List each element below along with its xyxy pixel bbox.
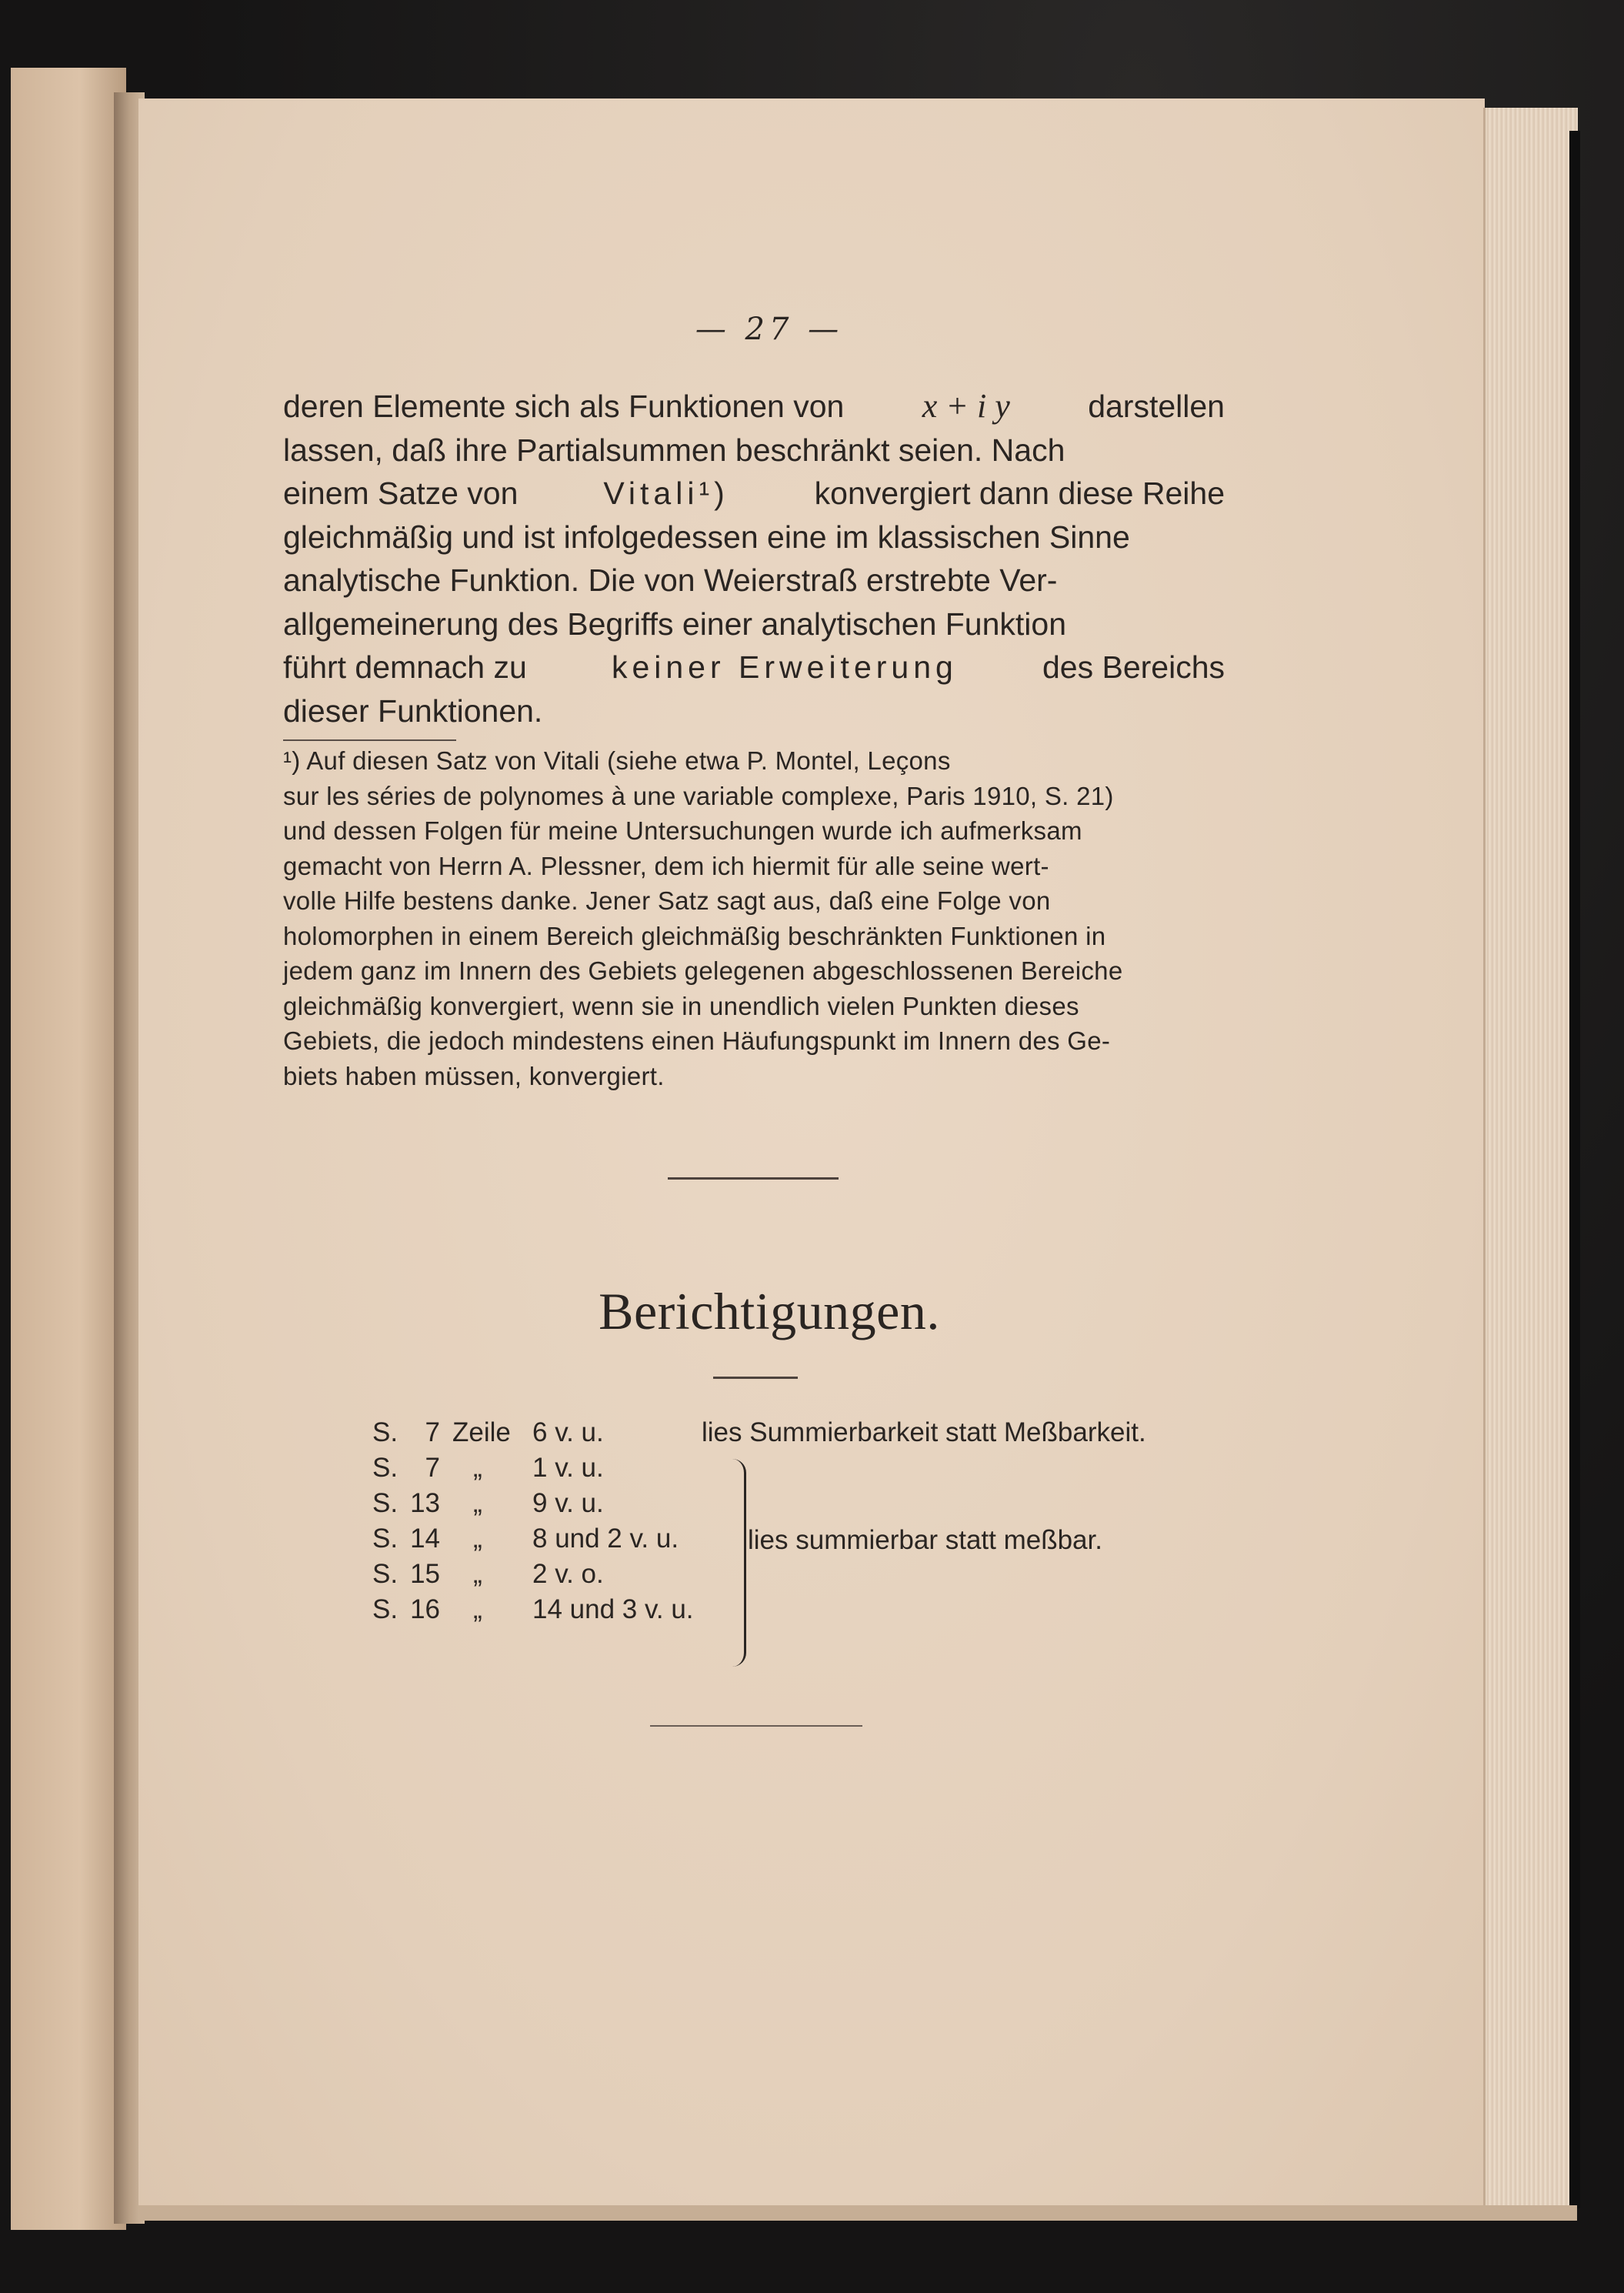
errata-s: S. bbox=[372, 1417, 398, 1447]
errata-page: 16 bbox=[410, 1594, 440, 1624]
body-line-text: dieser Funktionen. bbox=[283, 693, 543, 729]
body-line-text: einem Satze von bbox=[283, 476, 519, 511]
errata-lines: 14 und 3 v. u. bbox=[532, 1594, 694, 1624]
errata-ditto: „ bbox=[473, 1594, 482, 1624]
body-line bbox=[283, 429, 1225, 472]
page-number: — 27 — bbox=[695, 312, 844, 347]
errata-s: S. bbox=[372, 1559, 398, 1589]
body-line-text: führt demnach zu bbox=[283, 649, 527, 685]
errata-heading: Berichtigungen. bbox=[599, 1282, 940, 1340]
errata-s: S. bbox=[372, 1453, 398, 1483]
left-page-edge bbox=[11, 68, 126, 2230]
closing-rule bbox=[650, 1725, 862, 1727]
body-text bbox=[283, 385, 1225, 733]
errata-page: 13 bbox=[410, 1488, 440, 1518]
errata-ditto: „ bbox=[473, 1559, 482, 1589]
errata-lines: 9 v. u. bbox=[532, 1488, 604, 1518]
footnote-line: gemacht von Herrn A. Plessner, dem ich hiermit für alle seine wert- bbox=[283, 851, 1049, 880]
body-line bbox=[283, 646, 1225, 689]
grouping-brace bbox=[722, 1459, 746, 1667]
body-line bbox=[283, 385, 1225, 429]
cover-shadow bbox=[1569, 131, 1580, 2208]
errata-page: 15 bbox=[410, 1559, 440, 1589]
body-line-text: lassen, daß ihre Partialsummen beschränkt seien. Nach bbox=[283, 432, 1065, 468]
body-line-text: gleichmäßig und ist infolgedessen eine im klassischen Sinne bbox=[283, 519, 1130, 555]
footnote-line: biets haben müssen, konvergiert. bbox=[283, 1061, 665, 1090]
body-line-text: deren Elemente sich als Funktionen von bbox=[283, 389, 845, 424]
errata-s: S. bbox=[372, 1488, 398, 1518]
body-line-text: allgemeinerung des Begriffs einer analytischen Funktion bbox=[283, 606, 1067, 642]
body-line-text: des Bereichs bbox=[1042, 649, 1225, 685]
errata-page: 7 bbox=[425, 1453, 440, 1483]
heading-underline bbox=[713, 1377, 798, 1379]
errata-lines: 6 v. u. bbox=[532, 1417, 604, 1447]
body-line bbox=[283, 559, 1225, 602]
footnote-line: jedem ganz im Innern des Gebiets gelegenen abgeschlossenen Bereiche bbox=[283, 956, 1123, 985]
spaced-emphasis: keiner Erweiterung bbox=[611, 649, 958, 685]
body-line-text: konvergiert dann diese Reihe bbox=[814, 476, 1225, 511]
footnote-line: Gebiets, die jedoch mindestens einen Häufungspunkt im Innern des Ge- bbox=[283, 1026, 1111, 1055]
errata-ditto: „ bbox=[473, 1453, 482, 1483]
errata-lines: 2 v. o. bbox=[532, 1559, 604, 1589]
footnote-rule bbox=[283, 739, 456, 741]
body-line bbox=[283, 689, 1225, 733]
page-bottom-edge bbox=[138, 2205, 1577, 2221]
errata-lines: 1 v. u. bbox=[532, 1453, 604, 1483]
page-fore-edge bbox=[1483, 108, 1578, 2208]
errata-ditto: „ bbox=[473, 1488, 482, 1518]
footnote-line: ¹) Auf diesen Satz von Vitali (siehe etwa P. Montel, Leçons bbox=[283, 746, 951, 775]
body-line bbox=[283, 472, 1225, 516]
errata-group-note: lies summierbar statt meßbar. bbox=[748, 1525, 1102, 1555]
footnote-line: sur les séries de polynomes à une variable complexe, Paris 1910, S. 21) bbox=[283, 781, 1114, 810]
errata-zeile: Zeile bbox=[452, 1417, 511, 1447]
errata-s: S. bbox=[372, 1524, 398, 1554]
errata-ditto: „ bbox=[473, 1524, 482, 1554]
section-divider bbox=[668, 1177, 839, 1180]
footnote bbox=[283, 743, 1225, 1093]
errata-page: 14 bbox=[410, 1524, 440, 1554]
spaced-name: Vitali¹) bbox=[603, 476, 729, 511]
body-line-text: analytische Funktion. Die von Weierstraß erstrebte Ver- bbox=[283, 562, 1058, 598]
errata-note: lies Summierbarkeit statt Meßbarkeit. bbox=[702, 1417, 1146, 1447]
footnote-line: und dessen Folgen für meine Untersuchungen wurde ich aufmerksam bbox=[283, 816, 1082, 845]
body-line-text: darstellen bbox=[1088, 389, 1225, 424]
footnote-line: volle Hilfe bestens danke. Jener Satz sagt aus, daß eine Folge von bbox=[283, 886, 1051, 915]
footnote-line: gleichmäßig konvergiert, wenn sie in unendlich vielen Punkten dieses bbox=[283, 991, 1079, 1020]
errata-lines: 8 und 2 v. u. bbox=[532, 1524, 679, 1554]
math-expression: x + i y bbox=[922, 387, 1010, 425]
body-line bbox=[283, 602, 1225, 646]
body-line bbox=[283, 516, 1225, 559]
errata-s: S. bbox=[372, 1594, 398, 1624]
errata-page: 7 bbox=[425, 1417, 440, 1447]
footnote-line: holomorphen in einem Bereich gleichmäßig beschränkten Funktionen in bbox=[283, 921, 1106, 950]
